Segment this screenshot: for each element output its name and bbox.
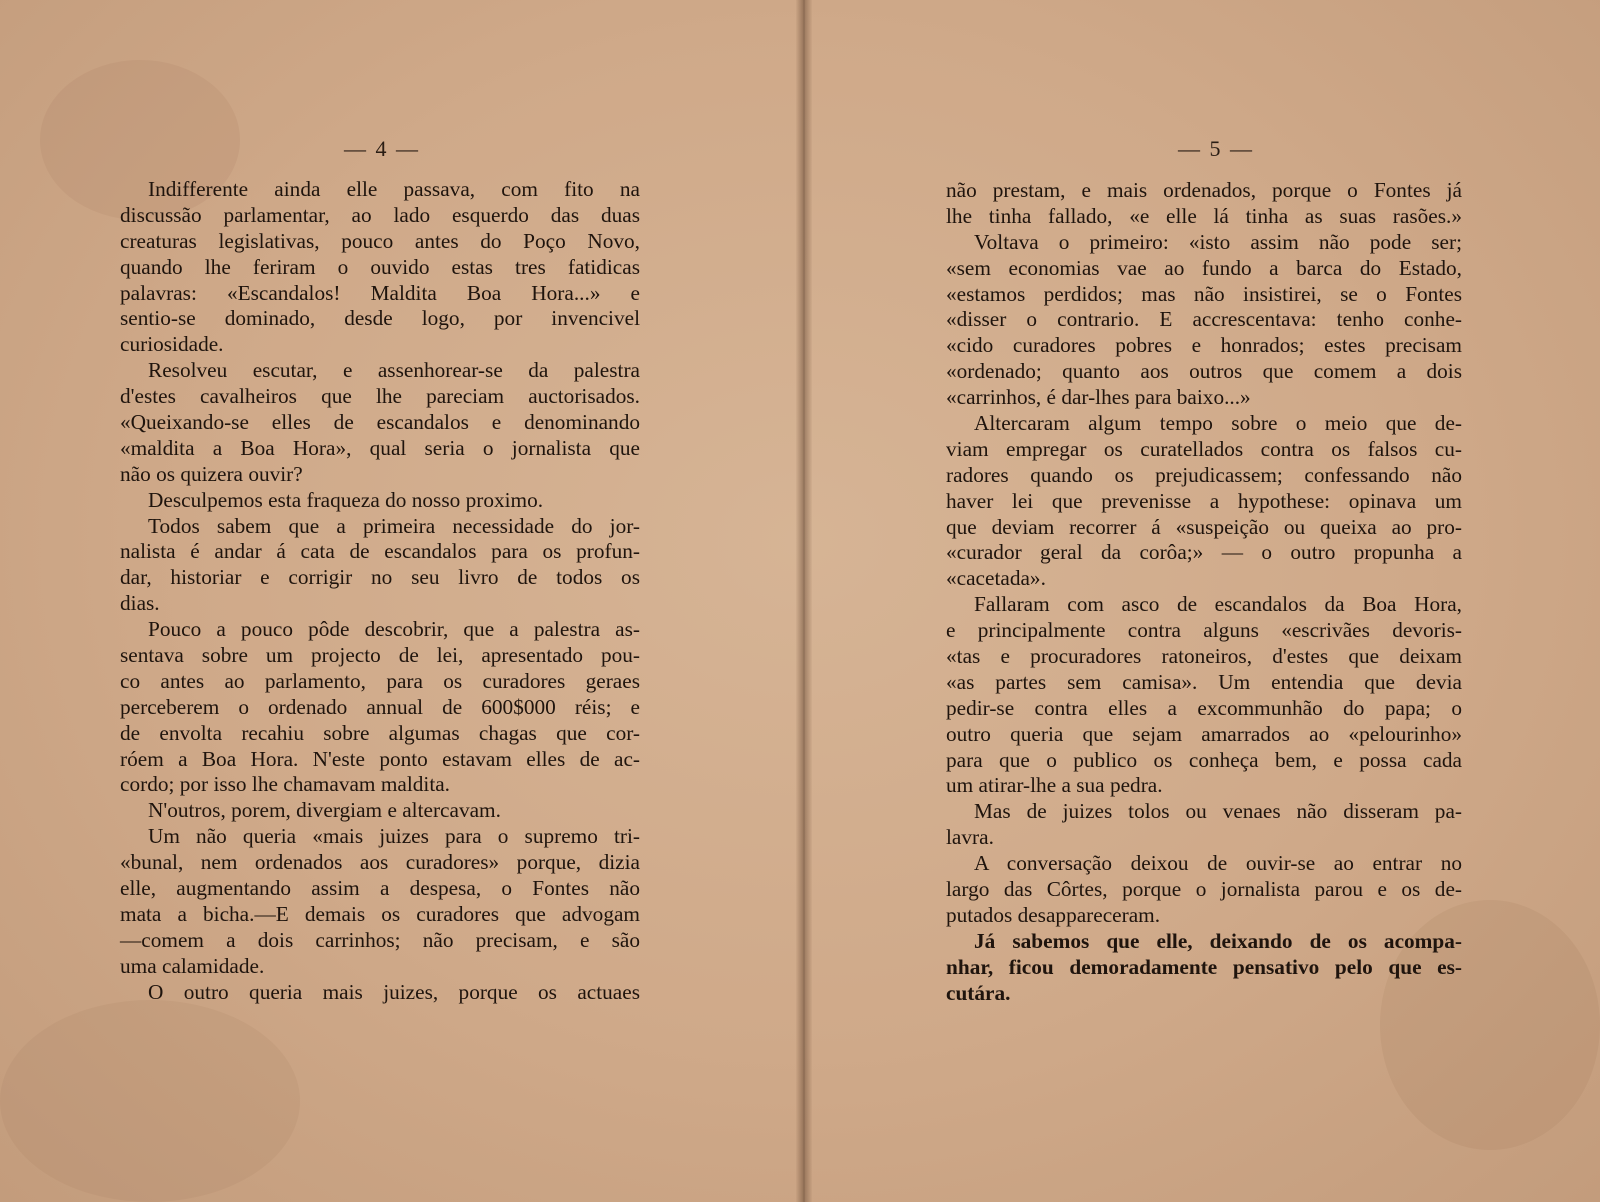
right-page-text [946, 178, 1462, 1007]
text-line: —comem a dois carrinhos; não precisam, e são [120, 927, 640, 952]
text-line: «disser o contrario. E accrescentava: tenho conhe- [946, 307, 1462, 332]
text-line: A conversação deixou de ouvir-se ao entrar no [974, 851, 1462, 876]
text-line: não prestam, e mais ordenados, porque o Fontes já [946, 178, 1462, 202]
text-line: nalista é andar á cata de escandalos para os profun- [120, 539, 640, 564]
text-line: d'estes cavalheiros que lhe pareciam auctorisados. [120, 384, 640, 409]
text-line: «cacetada». [946, 566, 1046, 591]
text-line: curiosidade. [120, 332, 224, 357]
text-line: putados desappareceram. [946, 902, 1161, 927]
text-line: róem a Boa Hora. N'este ponto estavam elles de ac- [120, 746, 640, 771]
text-line: co antes ao parlamento, para os curadores geraes [120, 668, 640, 693]
text-line: mata a bicha.—E demais os curadores que advogam [120, 901, 640, 926]
text-line: creaturas legislativas, pouco antes do Poço Novo, [120, 228, 640, 253]
text-line: «tas e procuradores ratoneiros, d'estes que deixam [946, 644, 1462, 669]
text-line: para que o publico os conheça bem, e possa cada [946, 747, 1462, 772]
text-line: não os quizera ouvir? [120, 461, 303, 486]
text-line: «curador geral da corôa;» — o outro propunha a [946, 540, 1462, 565]
text-line: e principalmente contra alguns «escrivães devoris- [946, 618, 1462, 643]
left-page-text [120, 177, 640, 1006]
text-line: lhe tinha fallado, «e elle lá tinha as suas rasões.» [946, 203, 1462, 228]
text-line: viam empregar os curatellados contra os falsos cu- [946, 436, 1462, 461]
text-line: perceberem o ordenado annual de 600$000 réis; e [120, 694, 640, 719]
text-line: quando lhe feriram o ouvido estas tres fatidicas [120, 254, 640, 279]
text-line: Indifferente ainda elle passava, com fito na [148, 177, 640, 201]
text-line: que deviam recorrer á «suspeição ou queixa ao pro- [946, 514, 1462, 539]
text-line: «ordenado; quanto aos outros que comem a dois [946, 359, 1462, 384]
text-line: Voltava o primeiro: «isto assim não pode ser; [974, 229, 1462, 254]
text-line: largo das Côrtes, porque o jornalista parou e os de- [946, 877, 1462, 902]
right-page [808, 0, 1600, 1202]
text-line: «sem economias vae ao fundo a barca do Estado, [946, 255, 1462, 280]
text-line: «maldita a Boa Hora», qual seria o jornalista que [120, 435, 640, 460]
text-line: de envolta recahiu sobre algumas chagas que cor- [120, 720, 640, 745]
text-line: Desculpemos esta fraqueza do nosso proximo. [148, 487, 544, 512]
text-line: N'outros, porem, divergiam e altercavam. [148, 798, 501, 823]
text-line: «cido curadores pobres e honrados; estes precisam [946, 333, 1462, 358]
text-line: «Queixando-se elles de escandalos e denominando [120, 410, 640, 435]
text-line: «carrinhos, é dar-lhes para baixo...» [946, 385, 1251, 410]
text-line: O outro queria mais juizes, porque os actuaes [148, 979, 640, 1004]
text-line: cutára. [946, 980, 1011, 1005]
text-line: radores quando os prejudicassem; confessando não [946, 462, 1462, 487]
text-line: Já sabemos que elle, deixando de os acompa- [974, 928, 1462, 953]
text-line: discussão parlamentar, ao lado esquerdo das duas [120, 202, 640, 227]
text-line: «as partes sem camisa». Um entendia que devia [946, 669, 1462, 694]
text-line: cordo; por isso lhe chamavam maldita. [120, 772, 451, 797]
text-line: Altercaram algum tempo sobre o meio que de- [974, 411, 1462, 436]
text-line: Mas de juizes tolos ou venaes não disseram pa- [974, 799, 1462, 824]
text-line: dias. [120, 591, 160, 616]
text-line: palavras: «Escandalos! Maldita Boa Hora...» e [120, 280, 640, 305]
text-line: pedir-se contra elles a excommunhão do papa; o [946, 695, 1462, 720]
text-line: «bunal, nem ordenados aos curadores» porque, dizia [120, 850, 640, 875]
text-line: sentava sobre um projecto de lei, apresentado pou- [120, 643, 640, 668]
text-line: nhar, ficou demoradamente pensativo pelo que es- [946, 954, 1462, 979]
text-line: Pouco a pouco pôde descobrir, que a palestra as- [148, 617, 640, 642]
page-number: — 5 — [1178, 136, 1254, 161]
text-line: «estamos perdidos; mas não insistirei, se o Fontes [946, 281, 1462, 306]
text-line: Resolveu escutar, e assenhorear-se da palestra [148, 358, 640, 383]
text-line: elle, augmentando assim a despesa, o Fontes não [120, 876, 640, 901]
page-number: — 4 — [344, 136, 420, 161]
text-line: uma calamidade. [120, 953, 265, 978]
text-line: um atirar-lhe a sua pedra. [946, 773, 1163, 798]
text-line: Fallaram com asco de escandalos da Boa Hora, [974, 592, 1462, 617]
text-line: Um não queria «mais juizes para o supremo tri- [148, 824, 640, 849]
text-line: lavra. [946, 825, 994, 850]
text-line: outro queria que sejam amarrados ao «pelourinho» [946, 721, 1462, 746]
text-line: haver lei que prevenisse a hypothese: opinava um [946, 488, 1462, 513]
text-line: dar, historiar e corrigir no seu livro de todos os [120, 565, 640, 590]
text-line: sentio-se dominado, desde logo, por invencivel [120, 306, 640, 331]
text-line: Todos sabem que a primeira necessidade do jor- [148, 513, 640, 538]
